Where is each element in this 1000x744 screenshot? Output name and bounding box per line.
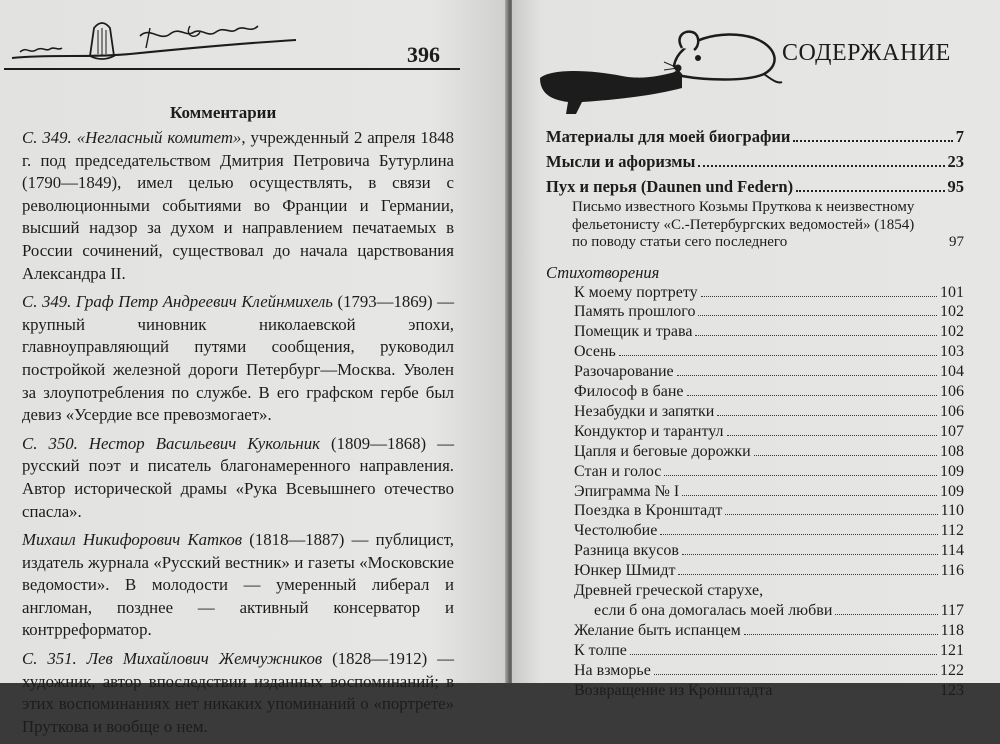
toc-entry-page: 109	[940, 482, 964, 500]
dot-leader	[630, 654, 937, 655]
toc-entry-title: Осень	[574, 343, 616, 361]
toc-poem-entry[interactable]	[546, 462, 964, 482]
dot-leader	[678, 574, 937, 575]
toc-letter-line: фельетонисту «С.-Петербургских ведомостей» (1854)	[572, 216, 915, 233]
toc-entry-page: 108	[940, 442, 964, 460]
toc-entry-page: 104	[940, 363, 964, 381]
page-number: 396	[407, 42, 440, 67]
dot-leader	[654, 674, 937, 675]
dot-leader	[727, 435, 938, 436]
toc-poem-entry[interactable]	[546, 521, 964, 541]
toc-entry-title: Разница вкусов	[574, 542, 679, 560]
toc-entry-page: 102	[940, 323, 964, 341]
dot-leader	[754, 455, 937, 456]
toc-poem-entry[interactable]	[546, 541, 964, 561]
comments-body	[22, 127, 454, 744]
toc-entry-page: 102	[940, 303, 964, 321]
toc-entry-title: Философ в бане	[574, 383, 684, 401]
comment-paragraph	[22, 127, 454, 285]
dot-leader	[698, 165, 944, 167]
dot-leader	[687, 395, 937, 396]
right-page	[512, 0, 1000, 699]
toc-entry-page: 112	[940, 522, 964, 540]
dot-leader	[677, 375, 937, 376]
comment-reference: Михаил Никифорович Катков	[22, 530, 243, 550]
toc-entry-page: 23	[947, 152, 964, 171]
toc-letter-line: по поводу статьи сего последнего	[572, 234, 788, 250]
toc-entry[interactable]	[546, 174, 964, 199]
toc-entry[interactable]	[546, 149, 964, 174]
toc-entry-title: На взморье	[574, 661, 651, 679]
dot-leader	[619, 355, 937, 356]
toc-entry-title: К толпе	[574, 641, 627, 659]
comment-paragraph	[22, 529, 454, 642]
toc-heading: СОДЕРЖАНИЕ	[782, 40, 951, 66]
toc-entry-page: 110	[940, 502, 964, 520]
toc-entry-page: 97	[949, 234, 964, 250]
toc-entry-page: 116	[940, 562, 964, 580]
header-rule	[4, 68, 460, 70]
toc-entry-title: Материалы для моей биографии	[546, 127, 791, 146]
toc-poem-entry[interactable]	[546, 402, 964, 422]
toc-entry-page: 103	[940, 343, 964, 361]
toc-entry-title: Эпиграмма № I	[574, 482, 680, 500]
dot-leader	[835, 614, 937, 615]
toc-poem-entry[interactable]	[546, 322, 964, 342]
toc-entry-title: Стан и голос	[574, 462, 662, 480]
toc-entry-title: Помещик и трава	[574, 323, 693, 341]
comment-text: (1809—1868) — русский поэт и писатель благонамеренного направления. Автор исторической драмы «Рука Всевышнего отечество спасла».	[22, 433, 454, 521]
toc-entry-title: Юнкер Шмидт	[574, 562, 676, 580]
table-of-contents	[546, 124, 964, 701]
comment-text: (1793—1869) — крупный чиновник николаевской эпохи, главноуправляющий путями сообщения, руководил постройкой железной дороги Петербург—Москва. Уволен за злоупотребления по службе. В его графском гербе был девиз «Усердие все превозмогает».	[22, 292, 454, 425]
toc-poem-entry[interactable]	[546, 442, 964, 462]
toc-entry-title: Разочарование	[574, 363, 674, 381]
toc-entry-title: Поездка в Кронштадт	[574, 502, 723, 520]
toc-entry-title: Честолюбие	[574, 522, 658, 540]
dot-leader	[775, 694, 937, 695]
dot-leader	[744, 634, 938, 635]
toc-entry-page: 7	[955, 127, 964, 146]
toc-entry-page: 117	[940, 602, 964, 619]
toc-poem-entry[interactable]	[546, 482, 964, 502]
toc-entry-page: 122	[940, 661, 964, 679]
dot-leader	[660, 534, 937, 535]
toc-poem-entry[interactable]	[546, 382, 964, 402]
toc-entry-page: 109	[940, 462, 964, 480]
toc-entry-title: Незабудки и запятки	[574, 402, 715, 420]
dot-leader	[701, 296, 937, 297]
toc-entry-title: Кондуктор и тарантул	[574, 422, 724, 440]
toc-entry-title: К моему портрету	[574, 283, 698, 301]
comment-reference: С. 349. «Негласный комитет»	[22, 128, 242, 147]
toc-entry-page: 101	[940, 283, 964, 301]
toc-poem-entry[interactable]	[546, 681, 964, 701]
comment-paragraph	[22, 433, 454, 523]
toc-entry-title: Пух и перья (Daunen und Federn)	[546, 177, 794, 196]
dot-leader	[664, 475, 937, 476]
dot-leader	[725, 514, 937, 515]
toc-poem-entry[interactable]	[546, 362, 964, 382]
toc-entry-page: 118	[940, 621, 964, 639]
toc-poem-entry[interactable]	[546, 422, 964, 442]
toc-poem-entry[interactable]	[546, 283, 964, 303]
toc-entry-page: 95	[947, 177, 964, 196]
toc-poem-entry[interactable]	[546, 621, 964, 641]
comment-text: , учрежденный 2 апреля 1848 г. под председательством Дмитрия Петровича Бутурлина (1790—1849), имел целью осуществлять, в связи с революционными событиями во Франции и Германии, высший надзор за духом и направлением печатаемых в России сочинений, существовал до начала царствования Александра II.	[22, 128, 454, 283]
dot-leader	[796, 190, 944, 192]
toc-poem-entry[interactable]	[546, 342, 964, 362]
toc-poem-entry[interactable]	[546, 561, 964, 581]
toc-entry-title: Желание быть испанцем	[574, 621, 741, 639]
toc-poem-entry[interactable]	[546, 601, 964, 621]
mouse-in-shoe-illustration	[532, 18, 782, 113]
comment-paragraph	[22, 291, 454, 427]
toc-section-title: Стихотворения	[546, 262, 660, 282]
toc-entry-page: 106	[940, 383, 964, 401]
comment-paragraph	[22, 648, 454, 738]
toc-entry-page: 106	[940, 402, 964, 420]
toc-entry-title: Древней греческой старухе,	[574, 582, 764, 600]
toc-entry-title: Возвращение из Кронштадта	[574, 681, 773, 699]
toc-entry-page: 121	[940, 641, 964, 659]
toc-poem-entry[interactable]	[546, 581, 964, 601]
toc-entry-page: 123	[940, 681, 964, 699]
comment-text: (1818—1887) — публицист, издатель журнала «Русский вестник» и газеты «Московские ведомости». В молодости — умеренный либерал и англоман, позднее — активный консерватор и контрреформатор.	[22, 530, 454, 640]
toc-poem-entry[interactable]	[546, 501, 964, 521]
toc-poem-entry[interactable]	[546, 661, 964, 681]
comment-text: (1828—1912) — художник, автор впоследствии изданных воспоминаний; в этих воспоминаниях нет никаких упоминаний о «портрете» Пруткова и вообще о нем.	[22, 649, 454, 736]
toc-entry-title: Память прошлого	[574, 303, 696, 321]
dot-leader	[682, 495, 937, 496]
toc-entry[interactable]	[546, 124, 964, 149]
dot-leader	[695, 335, 937, 336]
comment-reference: С. 350. Нестор Васильевич Кукольник	[22, 433, 320, 453]
comment-reference: С. 349. Граф Петр Андреевич Клейнмихель	[22, 292, 333, 312]
toc-letter-line: Письмо известного Козьмы Пруткова к неизвестному	[572, 199, 915, 215]
toc-poem-entry[interactable]	[546, 302, 964, 322]
toc-entry-page: 114	[940, 542, 964, 560]
toc-entry-title: если б она домогалась моей любви	[594, 602, 833, 619]
toc-poem-entry[interactable]	[546, 641, 964, 661]
toc-entry-title: Мысли и афоризмы	[546, 152, 696, 171]
toc-letter-entry[interactable]	[546, 199, 964, 252]
comment-reference: С. 351. Лев Михайлович Жемчужников	[22, 649, 323, 669]
lyre-signature-ornament	[10, 14, 300, 76]
comments-heading: Комментарии	[170, 103, 277, 122]
dot-leader	[793, 140, 952, 142]
toc-entry-page: 107	[940, 422, 964, 440]
poem-list	[546, 283, 964, 701]
dot-leader	[682, 554, 938, 555]
dot-leader	[717, 415, 937, 416]
toc-entry-title: Цапля и беговые дорожки	[574, 442, 751, 460]
dot-leader	[698, 315, 937, 316]
